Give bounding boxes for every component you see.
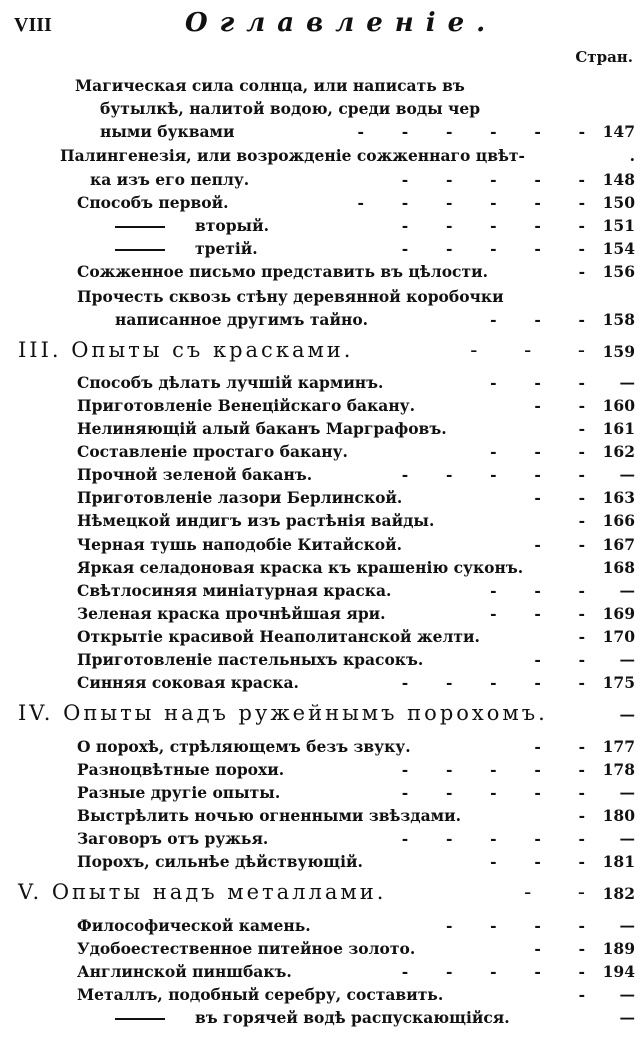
toc-entry-title: Приготовленіе Венеційскаго бакану. xyxy=(77,396,415,415)
page-ref: — xyxy=(619,705,635,724)
toc-entry xyxy=(0,1008,643,1030)
toc-entry-title: Нелиняющій алый баканъ Марграфовъ. xyxy=(77,419,447,438)
leader-dashes: - - - xyxy=(490,604,585,623)
page-ref: 151 xyxy=(602,216,635,235)
toc-entry-title: ка изъ его пеплу. xyxy=(90,170,250,189)
toc-entry xyxy=(0,985,643,1007)
leader-dashes: - - - - - xyxy=(401,760,585,779)
toc-entry xyxy=(0,396,643,418)
leader-dashes: - - xyxy=(534,939,585,958)
leader-dashes: - - - - - xyxy=(401,829,585,848)
toc-entry-title: Магическая сила солнца, или написать въ xyxy=(75,76,465,95)
leader-dashes: - - xyxy=(534,737,585,756)
page-ref: 168 xyxy=(602,558,635,577)
toc-entry xyxy=(0,442,643,464)
page-ref: 150 xyxy=(602,193,635,212)
leader-dashes: - - xyxy=(534,488,585,507)
page-title: Оглавленіе. xyxy=(185,8,498,38)
toc-entry-title: бутылкѣ, налитой водою, среди воды чер xyxy=(100,99,481,118)
toc-entry xyxy=(0,193,643,215)
toc-entry-title: Синняя соковая краска. xyxy=(77,673,299,692)
page-ref: 182 xyxy=(602,884,635,903)
leader-dashes: - - - - - xyxy=(401,962,585,981)
page-ref: — xyxy=(619,985,635,1004)
page-ref: 160 xyxy=(602,396,635,415)
toc-entry-title: Прочесть сквозь стѣну деревянной коробочки xyxy=(77,287,504,306)
leader-dashes: - - - xyxy=(490,310,585,329)
toc-entry xyxy=(0,419,643,441)
toc-entry xyxy=(0,76,643,98)
toc-entry-title: третій. xyxy=(115,239,258,258)
toc-entry-title: Приготовленіе лазори Берлинской. xyxy=(77,488,403,507)
toc-entry xyxy=(0,488,643,510)
toc-entry-title: Нѣмецкой индигъ изъ растѣнія вайды. xyxy=(77,511,435,530)
toc-entry-title: ными буквами xyxy=(100,122,235,141)
toc-entry-title: Палингенезія, или возрожденіе сожженнаго цвѣт- xyxy=(60,146,525,165)
toc-entry-title: вторый. xyxy=(115,216,269,235)
page-ref: — xyxy=(619,581,635,600)
toc-entry-title: Приготовленіе пастельныхъ красокъ. xyxy=(77,650,424,669)
page-ref: 148 xyxy=(602,170,635,189)
page-ref: — xyxy=(619,373,635,392)
toc-entry-title: О порохѣ, стрѣляющемъ безъ звуку. xyxy=(77,737,411,756)
leader-dashes: - - - - - xyxy=(401,170,585,189)
toc-entry-title: Яркая селадоновая краска къ крашенію суконъ. xyxy=(77,558,524,577)
page-ref: . xyxy=(629,146,635,165)
page-ref: 166 xyxy=(602,511,635,530)
toc-entry-title: Металлъ, подобный серебру, составить. xyxy=(77,985,444,1004)
leader-dashes: - - xyxy=(534,396,585,415)
leader-dashes: - xyxy=(578,627,585,646)
page-ref: 181 xyxy=(602,852,635,871)
page-ref: 156 xyxy=(602,262,635,281)
toc-entry xyxy=(0,760,643,782)
toc-entry-title: V. Опыты надъ металлами. xyxy=(18,880,387,904)
toc-entry xyxy=(0,287,643,309)
page-ref: — xyxy=(619,650,635,669)
toc-entry-title: Способъ первой. xyxy=(77,193,229,212)
leader-dashes: - - xyxy=(534,535,585,554)
page-ref: 158 xyxy=(602,310,635,329)
leader-dashes: - - - - - - xyxy=(357,193,585,212)
leader-dashes: - xyxy=(578,985,585,1004)
toc-entry-title: Прочной зеленой баканъ. xyxy=(77,465,313,484)
page-ref: 180 xyxy=(602,806,635,825)
toc-entry xyxy=(0,170,643,192)
page-ref: 189 xyxy=(602,939,635,958)
toc-entry-title: написанное другимъ тайно. xyxy=(115,310,369,329)
leader-dashes: - - xyxy=(534,650,585,669)
page-ref: 161 xyxy=(602,419,635,438)
toc-entry xyxy=(0,829,643,851)
toc-section-heading xyxy=(0,338,643,360)
toc-entry xyxy=(0,806,643,828)
toc-section-heading xyxy=(0,880,643,902)
toc-entry xyxy=(0,122,643,144)
page-column-header: Стран. xyxy=(575,48,633,66)
toc-entry xyxy=(0,627,643,649)
leader-dashes: - xyxy=(578,419,585,438)
toc-section-heading xyxy=(0,701,643,723)
ditto-dash xyxy=(115,249,165,251)
toc-entry xyxy=(0,216,643,238)
leader-dashes: - - - xyxy=(470,338,585,362)
leader-dashes: - - - - - xyxy=(401,216,585,235)
leader-dashes: - - - - xyxy=(445,916,585,935)
toc-entry xyxy=(0,99,643,121)
toc-entry xyxy=(0,581,643,603)
page-number: VIII xyxy=(14,14,52,36)
leader-dashes: - - - xyxy=(490,373,585,392)
toc-entry xyxy=(0,673,643,695)
leader-dashes: - - - - - xyxy=(401,673,585,692)
toc-entry xyxy=(0,916,643,938)
leader-dashes: - xyxy=(578,511,585,530)
leader-dashes: - xyxy=(578,806,585,825)
toc-entry-title: Свѣтлосиняя миніатурная краска. xyxy=(77,581,392,600)
toc-entry-title: Выстрѣлить ночью огненными звѣздами. xyxy=(77,806,462,825)
toc-entry xyxy=(0,650,643,672)
leader-dashes: - - - - - xyxy=(401,783,585,802)
toc-entry-title: Порохъ, сильнѣе дѣйствующій. xyxy=(77,852,363,871)
page-ref: 154 xyxy=(602,239,635,258)
toc-entry xyxy=(0,962,643,984)
leader-dashes: - xyxy=(578,262,585,281)
toc-entry xyxy=(0,558,643,580)
toc-entry-title: Заговоръ отъ ружья. xyxy=(77,829,269,848)
page-ref: 177 xyxy=(602,737,635,756)
toc-entry xyxy=(0,783,643,805)
leader-dashes: - - xyxy=(524,880,585,904)
toc-entry xyxy=(0,939,643,961)
ditto-dash xyxy=(115,1018,165,1020)
page-ref: — xyxy=(619,1008,635,1027)
page-ref: 159 xyxy=(602,342,635,361)
leader-dashes: - - - - - xyxy=(401,239,585,258)
toc-entry-title: III. Опыты съ красками. xyxy=(18,338,354,362)
toc-entry-title: Черная тушь наподобіе Китайской. xyxy=(77,535,403,554)
toc-entry xyxy=(0,373,643,395)
toc-entry xyxy=(0,310,643,332)
page-ref: 147 xyxy=(602,122,635,141)
toc-entry xyxy=(0,604,643,626)
ditto-dash xyxy=(115,226,165,228)
page-ref: 169 xyxy=(602,604,635,623)
leader-dashes: - - - xyxy=(490,442,585,461)
toc-entry-title: Философической камень. xyxy=(77,916,311,935)
toc-entry-title: IV. Опыты надъ ружейнымъ порохомъ. xyxy=(18,701,548,725)
toc-entry xyxy=(0,146,643,168)
toc-entry-title: Открытіе красивой Неаполитанской желти. xyxy=(77,627,480,646)
page-ref: 162 xyxy=(602,442,635,461)
page-ref: 178 xyxy=(602,760,635,779)
leader-dashes: - - - - - - xyxy=(357,122,585,141)
toc-entry-title: Составленіе простаго бакану. xyxy=(77,442,348,461)
toc-entry-title: Разноцвѣтные порохи. xyxy=(77,760,285,779)
page-ref: — xyxy=(619,783,635,802)
toc-entry-title: Удобоестественное питейное золото. xyxy=(77,939,416,958)
page-ref: 175 xyxy=(602,673,635,692)
page-ref: — xyxy=(619,829,635,848)
toc-entry-title: Способъ дѣлать лучшій карминъ. xyxy=(77,373,384,392)
toc-entry xyxy=(0,852,643,874)
toc-entry xyxy=(0,535,643,557)
toc-entry xyxy=(0,511,643,533)
toc-entry-title: Зеленая краска прочнѣйшая яри. xyxy=(77,604,386,623)
leader-dashes: - - - xyxy=(490,581,585,600)
page-ref: 170 xyxy=(602,627,635,646)
page-ref: — xyxy=(619,916,635,935)
toc-entry xyxy=(0,465,643,487)
page-ref: 194 xyxy=(602,962,635,981)
leader-dashes: - - - - - xyxy=(401,465,585,484)
toc-entry-title: Англинской пиншбакъ. xyxy=(77,962,292,981)
toc-entry xyxy=(0,262,643,284)
page-ref: 167 xyxy=(602,535,635,554)
toc-entry xyxy=(0,239,643,261)
page-ref: — xyxy=(619,465,635,484)
page-ref: 163 xyxy=(602,488,635,507)
toc-entry-title: въ горячей водѣ распускающійся. xyxy=(115,1008,510,1027)
toc-entry xyxy=(0,737,643,759)
toc-entry-title: Разные другіе опыты. xyxy=(77,783,281,802)
toc-entry-title: Сожженное письмо представить въ цѣлости. xyxy=(77,262,488,281)
leader-dashes: - - - xyxy=(490,852,585,871)
